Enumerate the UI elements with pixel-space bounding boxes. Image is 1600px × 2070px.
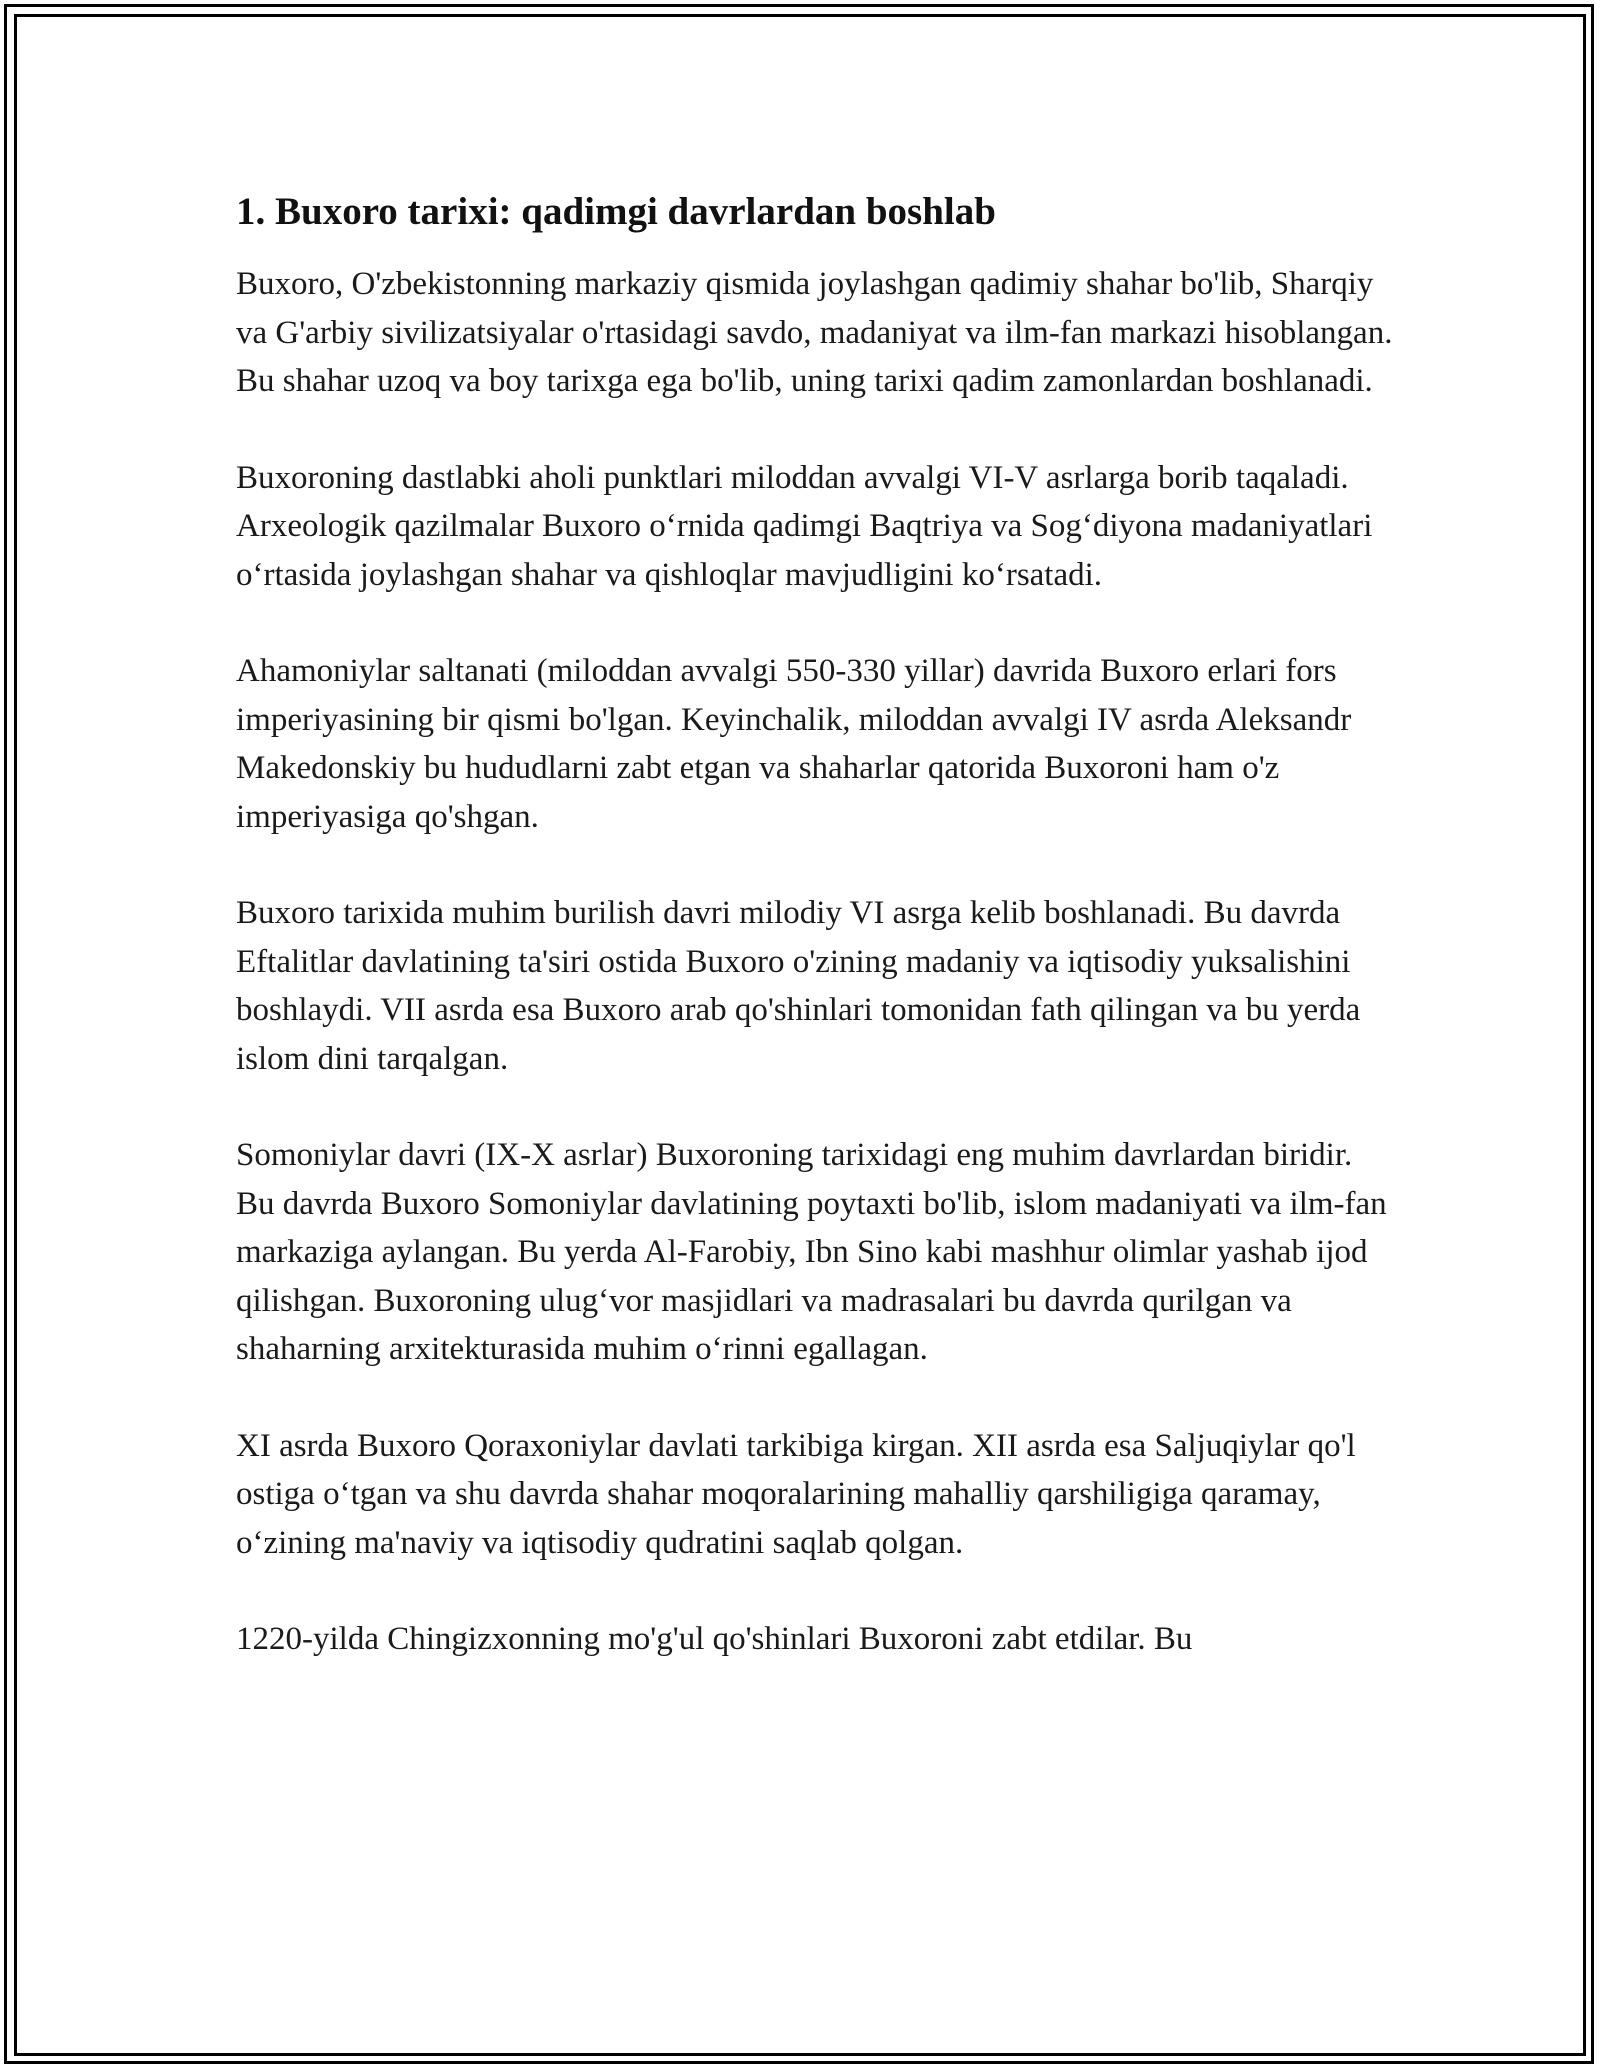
paragraph-karakhanid: XI asrda Buxoro Qoraxoniylar davlati tarkibiga kirgan. XII asrda esa Saljuqiylar qo'l ostiga o‘tgan va shu davrda shahar moqoralarining mahalliy qarshiligiga qaramay, o‘zining ma'naviy va iqtisodiy qudratini saqlab qolgan. (236, 1427, 1356, 1561)
document-body (236, 186, 1396, 1664)
paragraph-mongol: 1220-yilda Chingizxonning mo'g'ul qo'shinlari Buxoroni zabt etdilar. Bu (236, 1621, 1193, 1657)
paragraph-samanid: Somoniylar davri (IX-X asrlar) Buxoroning tarixidagi eng muhim davrlardan biridir. Bu davrda Buxoro Somoniylar davlatining poytaxti bo'lib, islom madaniyati va ilm-fan markaziga aylangan. Bu yerda Al-Farobiy, Ibn Sino kabi mashhur olimlar yashab ijod qilishgan. Buxoroning ulug‘vor masjidlari va madrasalari bu davrda qurilgan va shaharning arxitekturasida muhim o‘rinni egallagan. (236, 1137, 1387, 1367)
paragraph-intro: Buxoro, O'zbekistonning markaziy qismida joylashgan qadimiy shahar bo'lib, Sharqiy va G'arbiy sivilizatsiyalar o'rtasidagi savdo, madaniyat va ilm-fan markazi hisoblangan. Bu shahar uzoq va boy tarixga ega bo'lib, uning tarixi qadim zamonlardan boshlanadi. (236, 266, 1393, 399)
paragraph-achaemenid: Ahamoniylar saltanati (miloddan avvalgi 550-330 yillar) davrida Buxoro erlari fors imperiyasining bir qismi bo'lgan. Keyinchalik, miloddan avvalgi IV asrda Aleksandr Makedonskiy bu hududlarni zabt etgan va shaharlar qatorida Buxoroni ham o'z imperiyasiga qo'shgan. (236, 653, 1352, 835)
section-heading: 1. Buxoro tarixi: qadimgi davrlardan boshlab (236, 190, 996, 233)
paragraph-sixth-century: Buxoro tarixida muhim burilish davri milodiy VI asrga kelib boshlanadi. Bu davrda Eftalitlar davlatining ta'siri ostida Buxoro o'zining madaniy va iqtisodiy yuksalishini boshlaydi. VII asrda esa Buxoro arab qo'shinlari tomonidan fath qilingan va bu yerda islom dini tarqalgan. (236, 895, 1361, 1077)
paragraph-early-settlements: Buxoroning dastlabki aholi punktlari miloddan avvalgi VI-V asrlarga borib taqaladi. Arxeologik qazilmalar Buxoro o‘rnida qadimgi Baqtriya va Sog‘diyona madaniyatlari o‘rtasida joylashgan shahar va qishloqlar mavjudligini ko‘rsatadi. (236, 459, 1373, 593)
